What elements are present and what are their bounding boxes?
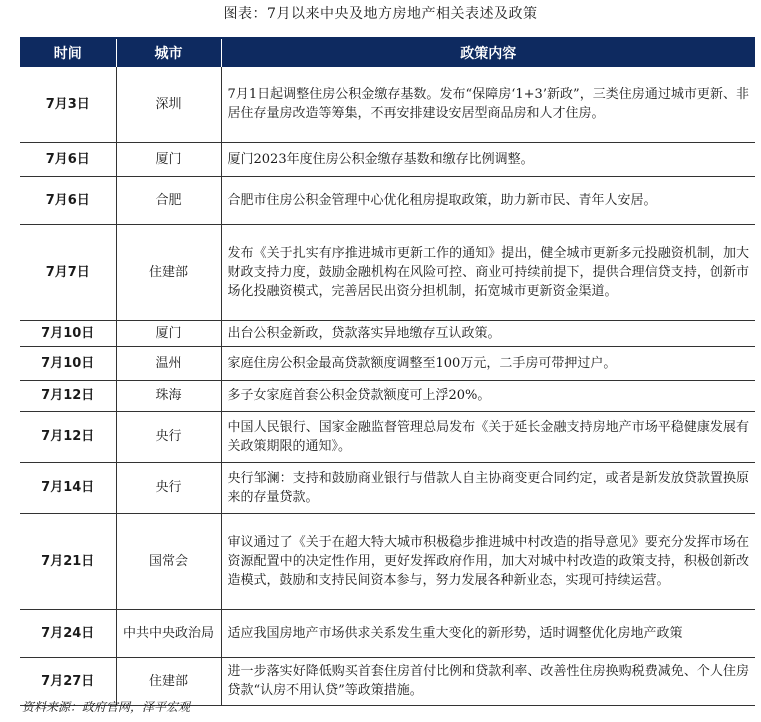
row-city: 国常会	[116, 513, 221, 609]
header-city: 城市	[116, 38, 221, 67]
row-city: 央行	[116, 411, 221, 462]
table-row	[20, 411, 755, 462]
row-policy: 进一步落实好降低购买首套住房首付比例和贷款利率、改善性住房换购税费减免、个人住房贷款“认房不用认贷”等政策措施。	[221, 657, 755, 705]
row-policy: 中国人民银行、国家金融监督管理总局发布《关于延长金融支持房地产市场平稳健康发展有关政策期限的通知》。	[221, 411, 755, 462]
row-date: 7月10日	[20, 346, 116, 380]
row-policy: 厦门2023年度住房公积金缴存基数和缴存比例调整。	[221, 142, 755, 176]
table-row	[20, 176, 755, 224]
table-row	[20, 142, 755, 176]
row-policy: 发布《关于扎实有序推进城市更新工作的通知》提出，健全城市更新多元投融资机制，加大财政支持力度，鼓励金融机构在风险可控、商业可持续前提下，提供合理信贷支持，创新市场化投融资模式，完善居民出资分担机制，拓宽城市更新资金渠道。	[221, 224, 755, 320]
row-date: 7月27日	[20, 657, 116, 705]
row-policy: 7月1日起调整住房公积金缴存基数。发布“保障房‘1+3’新政”，三类住房通过城市更新、非居住存量房改造等筹集，不再安排建设安居型商品房和人才住房。	[221, 67, 755, 142]
row-date: 7月3日	[20, 67, 116, 142]
row-date: 7月7日	[20, 224, 116, 320]
row-policy: 央行邹澜：支持和鼓励商业银行与借款人自主协商变更合同约定，或者是新发放贷款置换原来的存量贷款。	[221, 462, 755, 513]
table-body	[20, 67, 755, 705]
table-row	[20, 513, 755, 609]
row-city: 住建部	[116, 657, 221, 705]
policy-table	[20, 37, 755, 706]
row-policy: 家庭住房公积金最高贷款额度调整至100万元，二手房可带押过户。	[221, 346, 755, 380]
header-policy: 政策内容	[221, 38, 755, 67]
row-city: 中共中央政治局	[116, 609, 221, 657]
table-row	[20, 609, 755, 657]
row-date: 7月6日	[20, 142, 116, 176]
row-city: 厦门	[116, 320, 221, 346]
source-note: 资料来源：政府官网，泽平宏观	[22, 700, 191, 714]
row-city: 温州	[116, 346, 221, 380]
row-city: 住建部	[116, 224, 221, 320]
header-date: 时间	[20, 38, 116, 67]
row-policy: 出台公积金新政，贷款落实异地缴存互认政策。	[221, 320, 755, 346]
row-city: 合肥	[116, 176, 221, 224]
row-date: 7月10日	[20, 320, 116, 346]
row-city: 厦门	[116, 142, 221, 176]
row-policy: 合肥市住房公积金管理中心优化租房提取政策，助力新市民、青年人安居。	[221, 176, 755, 224]
table-row	[20, 380, 755, 411]
row-date: 7月24日	[20, 609, 116, 657]
row-policy: 审议通过了《关于在超大特大城市积极稳步推进城中村改造的指导意见》要充分发挥市场在资源配置中的决定性作用，更好发挥政府作用，加大对城中村改造的政策支持，积极创新改造模式，鼓励和支持民间资本参与，努力发展各种新业态，实现可持续运营。	[221, 513, 755, 609]
table-row	[20, 224, 755, 320]
row-date: 7月21日	[20, 513, 116, 609]
row-date: 7月6日	[20, 176, 116, 224]
row-policy: 适应我国房地产市场供求关系发生重大变化的新形势，适时调整优化房地产政策	[221, 609, 755, 657]
table-row	[20, 67, 755, 142]
row-policy: 多子女家庭首套公积金贷款额度可上浮20%。	[221, 380, 755, 411]
table-header	[20, 38, 755, 67]
row-city: 央行	[116, 462, 221, 513]
row-city: 珠海	[116, 380, 221, 411]
row-date: 7月14日	[20, 462, 116, 513]
table-row	[20, 462, 755, 513]
row-city: 深圳	[116, 67, 221, 142]
row-date: 7月12日	[20, 380, 116, 411]
row-date: 7月12日	[20, 411, 116, 462]
table-title: 图表：7月以来中央及地方房地产相关表述及政策	[223, 6, 538, 22]
table-row	[20, 346, 755, 380]
table-row	[20, 320, 755, 346]
